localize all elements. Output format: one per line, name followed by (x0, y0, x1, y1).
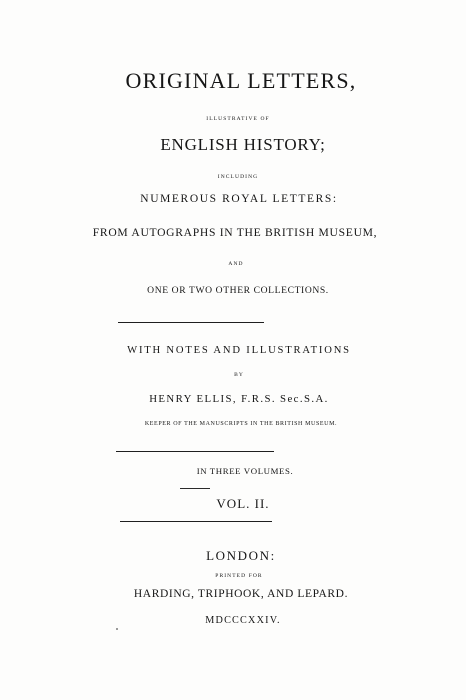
divider-rule (116, 451, 274, 452)
royal-letters-line: NUMEROUS ROYAL LETTERS: (140, 193, 338, 205)
main-title: ORIGINAL LETTERS, (125, 68, 357, 93)
author-name: HENRY ELLIS, F.R.S. Sec.S.A. (149, 393, 329, 405)
short-rule (180, 488, 210, 489)
notes-line: WITH NOTES AND ILLUSTRATIONS (127, 345, 351, 356)
imprint-place: LONDON: (206, 548, 276, 563)
including-line: INCLUDING (217, 174, 259, 180)
other-collections-line: ONE OR TWO OTHER COLLECTIONS. (147, 285, 329, 296)
volume-number: VOL. II. (216, 496, 270, 511)
printed-for-line: PRINTED FOR (215, 573, 263, 579)
divider-rule (118, 322, 264, 323)
by-line: BY (234, 372, 244, 378)
author-role: KEEPER OF THE MANUSCRIPTS IN THE BRITISH MUSEUM. (144, 421, 338, 427)
subject-title: ENGLISH HISTORY; (160, 135, 326, 154)
paper-speck (116, 628, 118, 630)
illustrative-of-line: ILLUSTRATIVE OF (206, 116, 270, 122)
publisher-name: HARDING, TRIPHOOK, AND LEPARD. (133, 588, 349, 600)
and-line: AND (228, 261, 244, 267)
divider-rule (120, 521, 272, 522)
sources-line: FROM AUTOGRAPHS IN THE BRITISH MUSEUM, (92, 226, 378, 239)
publication-year: MDCCCXXIV. (205, 615, 281, 626)
volume-count: IN THREE VOLUMES. (196, 466, 294, 476)
